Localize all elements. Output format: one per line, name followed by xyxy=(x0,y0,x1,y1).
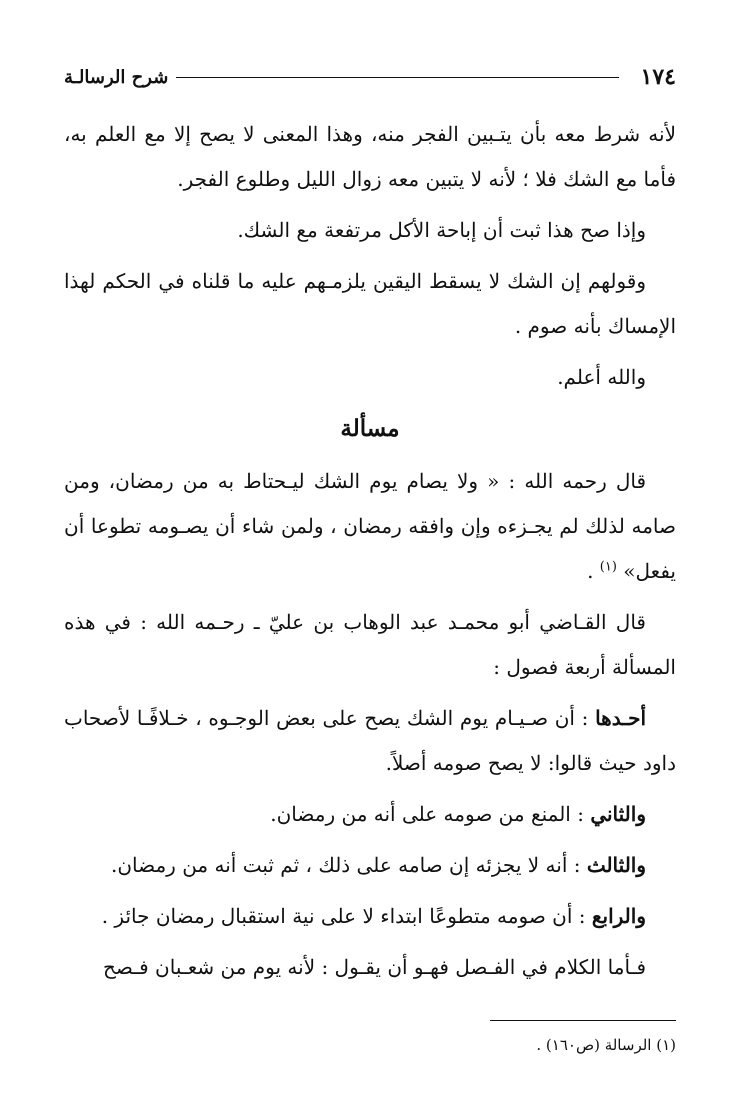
paragraph xyxy=(64,843,676,888)
paragraph xyxy=(64,112,676,202)
paragraph-lead: والثالث xyxy=(586,853,646,877)
paragraph-lead: أحـدها xyxy=(595,706,646,730)
section-heading: مسألة xyxy=(340,415,400,442)
paragraph xyxy=(64,259,676,349)
footnote: (١) الرسالة (ص١٦٠) . xyxy=(536,1036,676,1054)
paragraph-tail: . xyxy=(587,559,600,583)
running-title: شرح الرسالـة xyxy=(64,66,169,88)
footnote-reference: (١) xyxy=(599,559,617,575)
paragraph-lead: والرابع xyxy=(591,904,646,928)
paragraph xyxy=(64,600,676,690)
paragraph-text: والله أعلم. xyxy=(557,365,646,389)
running-header xyxy=(64,62,676,92)
paragraph-text: لأنه شرط معه بأن يتـبين الفجر منه، وهذا المعنى لا يصح إلا مع العلم به، فأما مع الشك فلا ؛ لأنه لا يتبين معه زوال الليل وطلوع الفجر. xyxy=(64,122,676,191)
page-number: ١٧٤ xyxy=(640,64,676,90)
paragraph-lead: والثاني xyxy=(590,802,646,826)
paragraph-text: قال القـاضي أبو محمـد عبد الوهاب بن عليّ ـ رحـمه الله : في هذه المسألة أربعة فصول : xyxy=(64,610,676,679)
header-rule xyxy=(176,77,618,78)
paragraph-text: فـأما الكلام في الفـصل فهـو أن يقـول : لأنه يوم من شعـبان فـصح xyxy=(103,955,646,979)
paragraph-text: وقولهم إن الشك لا يسقط اليقين يلزمـهم عليه ما قلناه في الحكم لهذا الإمساك بأنه صوم . xyxy=(64,269,676,338)
paragraph xyxy=(64,945,676,990)
paragraph-text: قال رحمه الله : « ولا يصام يوم الشك ليـحتاط به من رمضان، ومن صامه لذلك لم يجـزءه وإن وافقه رمضان ، ولمن شاء أن يصـومه تطوعا أن يفعل» xyxy=(64,469,676,583)
body-text xyxy=(64,112,676,996)
paragraph xyxy=(64,208,676,253)
paragraph xyxy=(64,792,676,837)
quote-paragraph xyxy=(64,459,676,594)
paragraph-text: : المنع من صومه على أنه من رمضان. xyxy=(270,802,591,826)
paragraph-text: : أن صـيـام يوم الشك يصح على بعض الوجـوه ، خـلافًـا لأصحاب داود حيث قالوا: لا يصح صومه أصلاً. xyxy=(64,706,676,775)
paragraph xyxy=(64,355,676,400)
paragraph xyxy=(64,894,676,939)
paragraph-text: وإذا صح هذا ثبت أن إباحة الأكل مرتفعة مع الشك. xyxy=(237,218,646,242)
paragraph-text: : أنه لا يجزئه إن صامه على ذلك ، ثم ثبت أنه من رمضان. xyxy=(110,853,587,877)
paragraph xyxy=(64,696,676,786)
paragraph-text: : أن صومه متطوعًا ابتداء لا على نية استقبال رمضان جائز . xyxy=(101,904,592,928)
footnote-divider xyxy=(490,1020,676,1021)
